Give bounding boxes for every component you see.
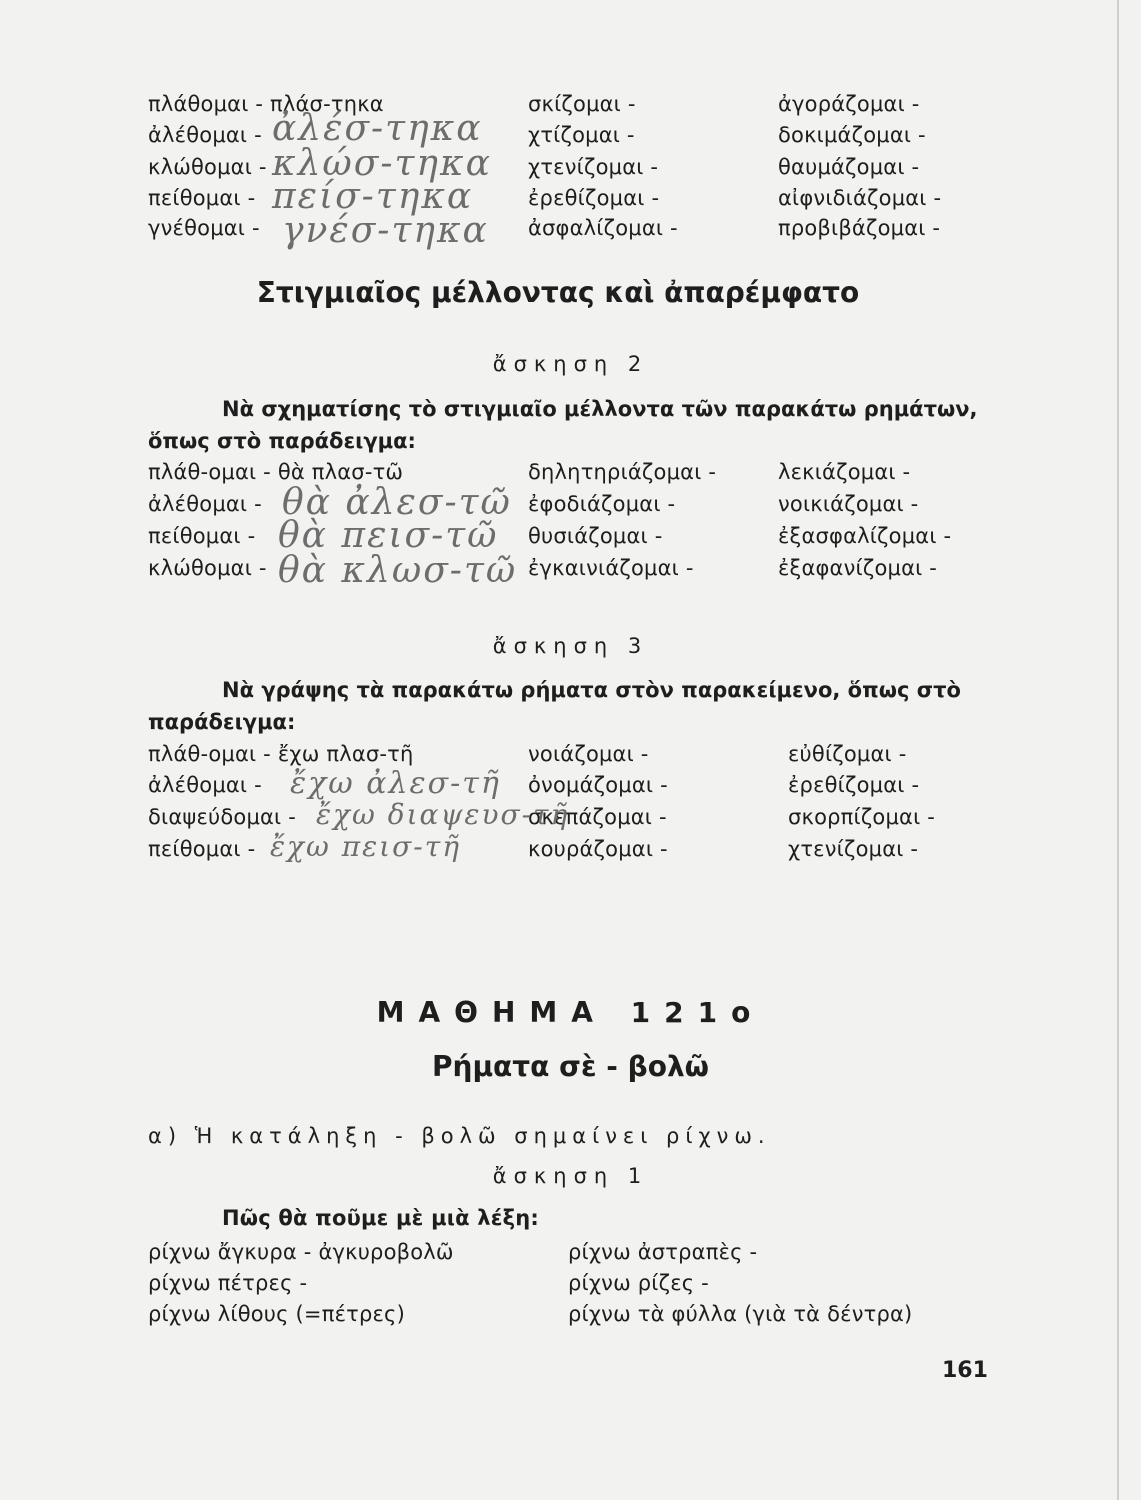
list-row [0, 186, 1141, 218]
list-row [0, 460, 1141, 492]
exercise-heading: ἄσκηση 1 [492, 1164, 649, 1188]
list-row [0, 492, 1141, 524]
handwritten-answer: ἀλέσ-τηκα [272, 108, 483, 149]
verb-entry: διαψεύδομαι - [148, 805, 297, 829]
verb-entry: θυσιάζομαι - [528, 524, 663, 548]
handwritten-answer: ἔχω ἀλεσ-τῆ [290, 766, 501, 801]
verb-entry: σκίζομαι - [528, 92, 636, 116]
list-row [0, 1302, 1141, 1334]
verb-entry: γνέθομαι - [148, 216, 260, 240]
list-row [0, 123, 1141, 155]
verb-entry: χτενίζομαι - [788, 837, 919, 861]
lesson-note: α) Ἡ κατάληξη - βολῶ σημαίνει ρίχνω. [148, 1124, 771, 1148]
handwritten-answer: κλώσ-τηκα [272, 143, 492, 184]
verb-entry: νοικιάζομαι - [778, 492, 919, 516]
lesson-subtitle: Ρήματα σὲ - βολῶ [432, 1050, 709, 1083]
instruction-line: ὅπως στὸ παράδειγμα: [148, 429, 416, 453]
handwritten-answer: ἔχω πεισ-τῆ [270, 830, 461, 863]
handwritten-answer: θὰ πεισ-τῶ [278, 515, 499, 556]
verb-entry: δηλητηριάζομαι - [528, 460, 717, 484]
verb-entry: κουράζομαι - [528, 837, 668, 861]
phrase-entry: ρίχνω ἄγκυρα - ἀγκυροβολῶ [148, 1240, 454, 1264]
list-row [0, 1240, 1141, 1272]
list-row [0, 773, 1141, 805]
list-row [0, 524, 1141, 556]
verb-entry: ἐρεθίζομαι - [788, 773, 920, 797]
handwritten-answer: ἔχω διαψευσ-τῆ [316, 798, 570, 831]
verb-entry: δοκιμάζομαι - [778, 123, 926, 147]
verb-entry: πλάθ-ομαι - ἔχω πλασ-τῆ [148, 742, 414, 766]
verb-entry: πείθομαι - [148, 524, 256, 548]
verb-entry: πείθομαι - [148, 837, 256, 861]
verb-entry: ἐξασφαλίζομαι - [778, 524, 952, 548]
verb-entry: ἀγοράζομαι - [778, 92, 920, 116]
instruction-line: Νὰ γράψης τὰ παρακάτω ρήματα στὸν παρακείμενο, ὅπως στὸ [222, 678, 961, 702]
phrase-entry: ρίχνω τὰ φύλλα (γιὰ τὰ δέντρα) [568, 1302, 913, 1326]
list-row [0, 556, 1141, 588]
section-title: Στιγμιαῖος μέλλοντας καὶ ἀπαρέμφατο [256, 276, 860, 309]
phrase-entry: ρίχνω πέτρες - [148, 1271, 308, 1295]
verb-entry: εὐθίζομαι - [788, 742, 907, 766]
verb-entry: ἐρεθίζομαι - [528, 186, 660, 210]
phrase-entry: ρίχνω ρίζες - [568, 1271, 709, 1295]
verb-entry: κλώθομαι - [148, 556, 267, 580]
verb-entry: ἀλέθομαι - [148, 773, 262, 797]
list-row [0, 155, 1141, 187]
verb-entry: ἐφοδιάζομαι - [528, 492, 676, 516]
exercise-heading: ἄσκηση 2 [492, 352, 649, 376]
verb-entry: ἀλέθομαι - [148, 123, 262, 147]
verb-entry: λεκιάζομαι - [778, 460, 911, 484]
list-row [0, 837, 1141, 869]
verb-entry: προβιβάζομαι - [778, 216, 941, 240]
instruction-line: Νὰ σχηματίσης τὸ στιγμιαῖο μέλλοντα τῶν παρακάτω ρημάτων, [222, 397, 978, 421]
list-row [0, 1271, 1141, 1303]
verb-entry: ἀσφαλίζομαι - [528, 216, 678, 240]
handwritten-answer: θὰ ἀλεσ-τῶ [282, 482, 512, 523]
list-row [0, 805, 1141, 837]
exercise-instruction: Πῶς θὰ ποῦμε μὲ μιὰ λέξη: [222, 1206, 539, 1230]
exercise-instruction [148, 674, 988, 738]
verb-entry: ἐγκαινιάζομαι - [528, 556, 694, 580]
verb-entry: χτίζομαι - [528, 123, 635, 147]
phrase-entry: ρίχνω λίθους (=πέτρες) [148, 1302, 405, 1326]
verb-entry: πλάθ-ομαι - θὰ πλασ-τῶ [148, 460, 404, 484]
verb-entry: νοιάζομαι - [528, 742, 649, 766]
verb-entry: θαυμάζομαι - [778, 155, 920, 179]
list-row [0, 742, 1141, 774]
phrase-entry: ρίχνω ἀστραπὲς - [568, 1240, 758, 1264]
exercise-instruction [148, 393, 988, 457]
verb-entry: αἰφνιδιάζομαι - [778, 186, 942, 210]
handwritten-answer: γνέσ-τηκα [282, 210, 489, 251]
exercise-heading: ἄσκηση 3 [492, 634, 649, 658]
page-number: 161 [942, 1358, 988, 1383]
verb-entry: πείθομαι - [148, 186, 256, 210]
verb-entry: σκεπάζομαι - [528, 805, 667, 829]
handwritten-answer: θὰ κλωσ-τῶ [278, 550, 518, 591]
verb-entry: πλάθομαι - πλάσ-τηκα [148, 92, 384, 116]
verb-entry: σκορπίζομαι - [788, 805, 936, 829]
verb-entry: κλώθομαι - [148, 155, 267, 179]
instruction-line: παράδειγμα: [148, 710, 296, 734]
verb-entry: χτενίζομαι - [528, 155, 659, 179]
verb-entry: ἐξαφανίζομαι - [778, 556, 938, 580]
lesson-title: ΜΑΘΗΜΑ 121ο [376, 996, 765, 1029]
list-row [0, 216, 1141, 248]
verb-entry: ὀνομάζομαι - [528, 773, 668, 797]
list-row [0, 92, 1141, 124]
handwritten-answer: πείσ-τηκα [272, 176, 474, 217]
verb-entry: ἀλέθομαι - [148, 492, 262, 516]
